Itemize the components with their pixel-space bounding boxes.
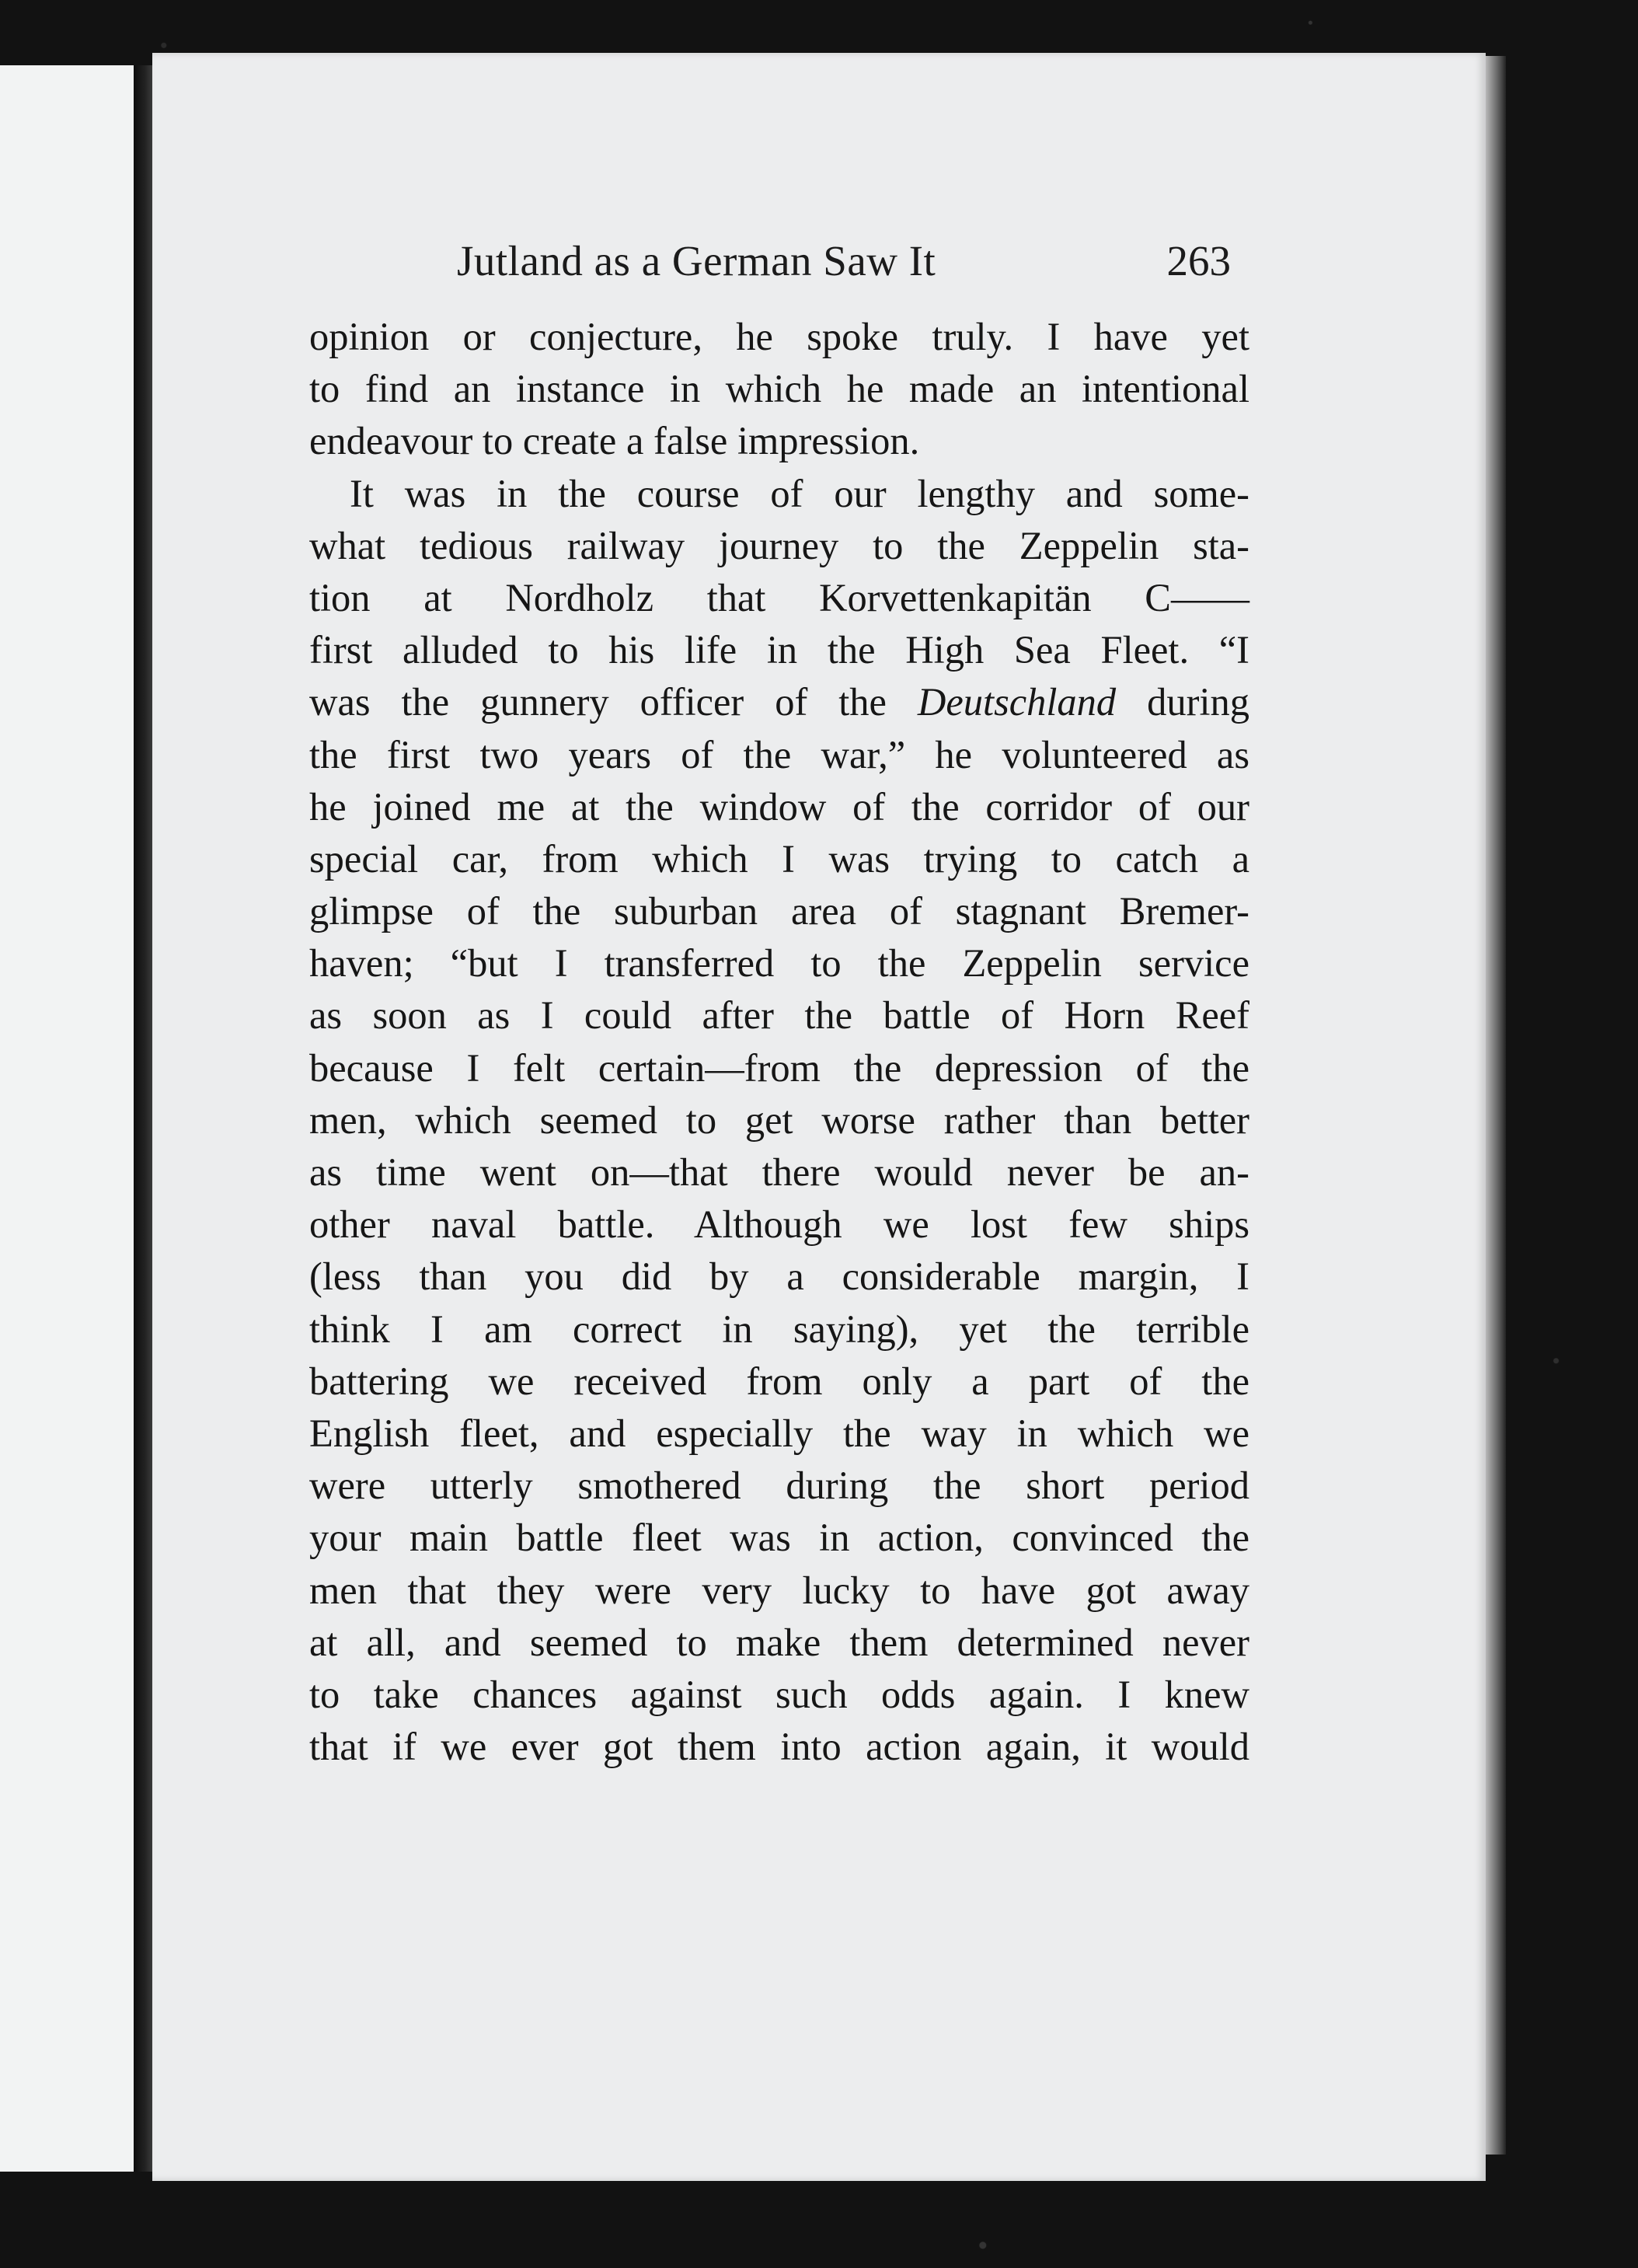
text-line: think I am correct in saying), yet the terrible bbox=[309, 1307, 1249, 1351]
text-line: special car, from which I was trying to catch a bbox=[309, 836, 1249, 881]
text-line: (less than you did by a considerable margin, I bbox=[309, 1254, 1249, 1299]
text-line: the first two years of the war,” he volunteered as bbox=[309, 732, 1249, 776]
text-line: first alluded to his life in the High Sea Fleet. “I bbox=[309, 628, 1249, 672]
text-line: because I felt certain—from the depression of the bbox=[309, 1045, 1249, 1090]
text-line: he joined me at the window of the corridor of our bbox=[309, 784, 1249, 829]
body-text bbox=[309, 311, 1249, 1773]
text-line: English fleet, and especially the way in which we bbox=[309, 1411, 1249, 1455]
text-segment: during bbox=[1116, 680, 1249, 724]
text-line: battering we received from only a part of the bbox=[309, 1359, 1249, 1403]
text-line: It was in the course of our lengthy and some- bbox=[350, 471, 1249, 515]
text-line: were utterly smothered during the short period bbox=[309, 1464, 1249, 1508]
text-line: that if we ever got them into action again, it would bbox=[309, 1725, 1249, 1769]
facing-page-edge bbox=[0, 65, 135, 2172]
text-line: other naval battle. Although we lost few ships bbox=[309, 1202, 1249, 1247]
ship-name: Deutschland bbox=[917, 680, 1117, 724]
binding-gutter bbox=[134, 65, 152, 2172]
text-line: at all, and seemed to make them determined never bbox=[309, 1620, 1249, 1664]
text-line: as soon as I could after the battle of Horn Reef bbox=[309, 993, 1249, 1038]
text-line: haven; “but I transferred to the Zeppelin service bbox=[309, 941, 1249, 986]
running-title: Jutland as a German Saw It bbox=[457, 237, 936, 284]
text-line: what tedious railway journey to the Zeppelin sta- bbox=[309, 523, 1249, 567]
text-segment: was the gunnery officer of the bbox=[309, 680, 918, 724]
text-line: your main battle fleet was in action, convinced the bbox=[309, 1516, 1249, 1560]
text-line: men, which seemed to get worse rather than better bbox=[309, 1097, 1249, 1142]
text-line: endeavour to create a false impression. bbox=[309, 419, 920, 463]
text-line: to find an instance in which he made an intentional bbox=[309, 367, 1249, 411]
text-line: tion at Nordholz that Korvettenkapitän C—— bbox=[309, 575, 1249, 619]
text-line: men that they were very lucky to have got away bbox=[309, 1568, 1249, 1612]
text-line: opinion or conjecture, he spoke truly. I have yet bbox=[309, 315, 1249, 358]
page-header bbox=[305, 236, 1231, 291]
text-line: glimpse of the suburban area of stagnant Bremer- bbox=[309, 889, 1249, 933]
text-line-with-ship-name bbox=[309, 676, 1249, 728]
text-line: as time went on—that there would never be an- bbox=[309, 1150, 1249, 1194]
text-line: to take chances against such odds again. I knew bbox=[309, 1672, 1249, 1716]
page-number: 263 bbox=[1166, 237, 1231, 284]
page-stack-edge bbox=[1486, 56, 1506, 2155]
